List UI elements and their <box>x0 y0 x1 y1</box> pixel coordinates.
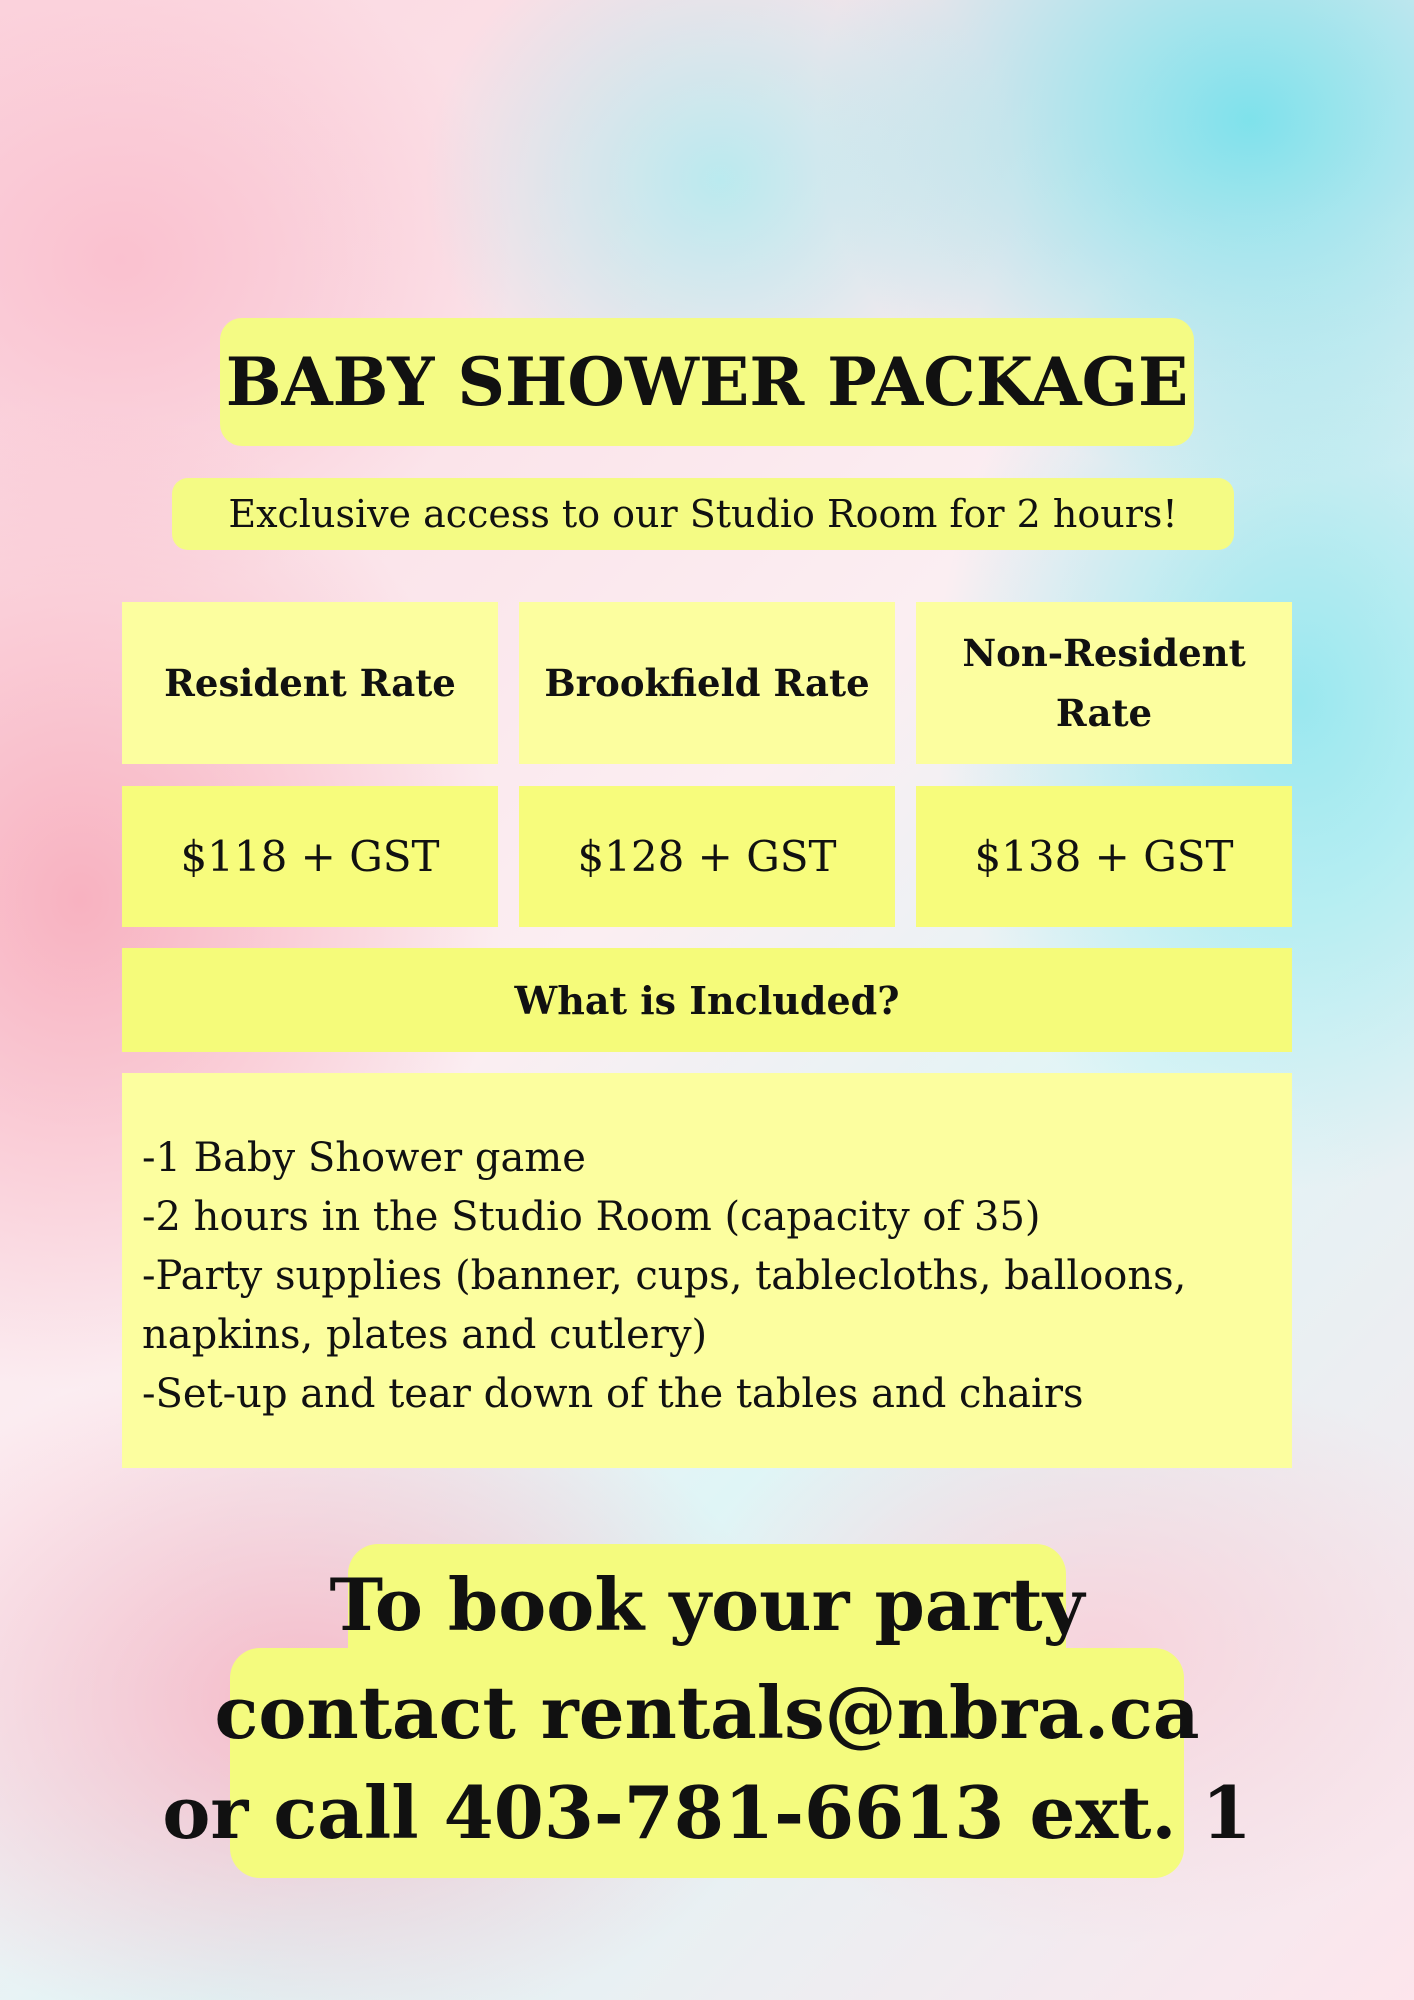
rate-header-non-resident: Non-Resident Rate <box>916 602 1292 764</box>
list-item: -Set-up and tear down of the tables and chairs <box>142 1371 1084 1417</box>
list-item: -2 hours in the Studio Room (capacity of 35) <box>142 1194 1041 1240</box>
booking-heading: To book your party <box>348 1544 1066 1664</box>
booking-email[interactable]: contact rentals@nbra.ca <box>214 1670 1200 1755</box>
booking-contact <box>162 1648 1252 1878</box>
booking-phone[interactable]: or call 403-781-6613 ext. 1 <box>162 1770 1252 1855</box>
included-list <box>122 1073 1292 1468</box>
rate-price-brookfield: $128 + GST <box>519 786 895 927</box>
rate-header-resident: Resident Rate <box>122 602 498 764</box>
rate-price-resident: $118 + GST <box>122 786 498 927</box>
list-item: napkins, plates and cutlery) <box>142 1312 708 1358</box>
included-heading: What is Included? <box>122 948 1292 1052</box>
rate-header-brookfield: Brookfield Rate <box>519 602 895 764</box>
subtitle: Exclusive access to our Studio Room for 2 hours! <box>172 478 1234 550</box>
page-title: BABY SHOWER PACKAGE <box>220 318 1194 446</box>
list-item: -Party supplies (banner, cups, tablecloths, balloons, <box>142 1253 1187 1299</box>
rate-price-non-resident: $138 + GST <box>916 786 1292 927</box>
list-item: -1 Baby Shower game <box>142 1135 586 1181</box>
